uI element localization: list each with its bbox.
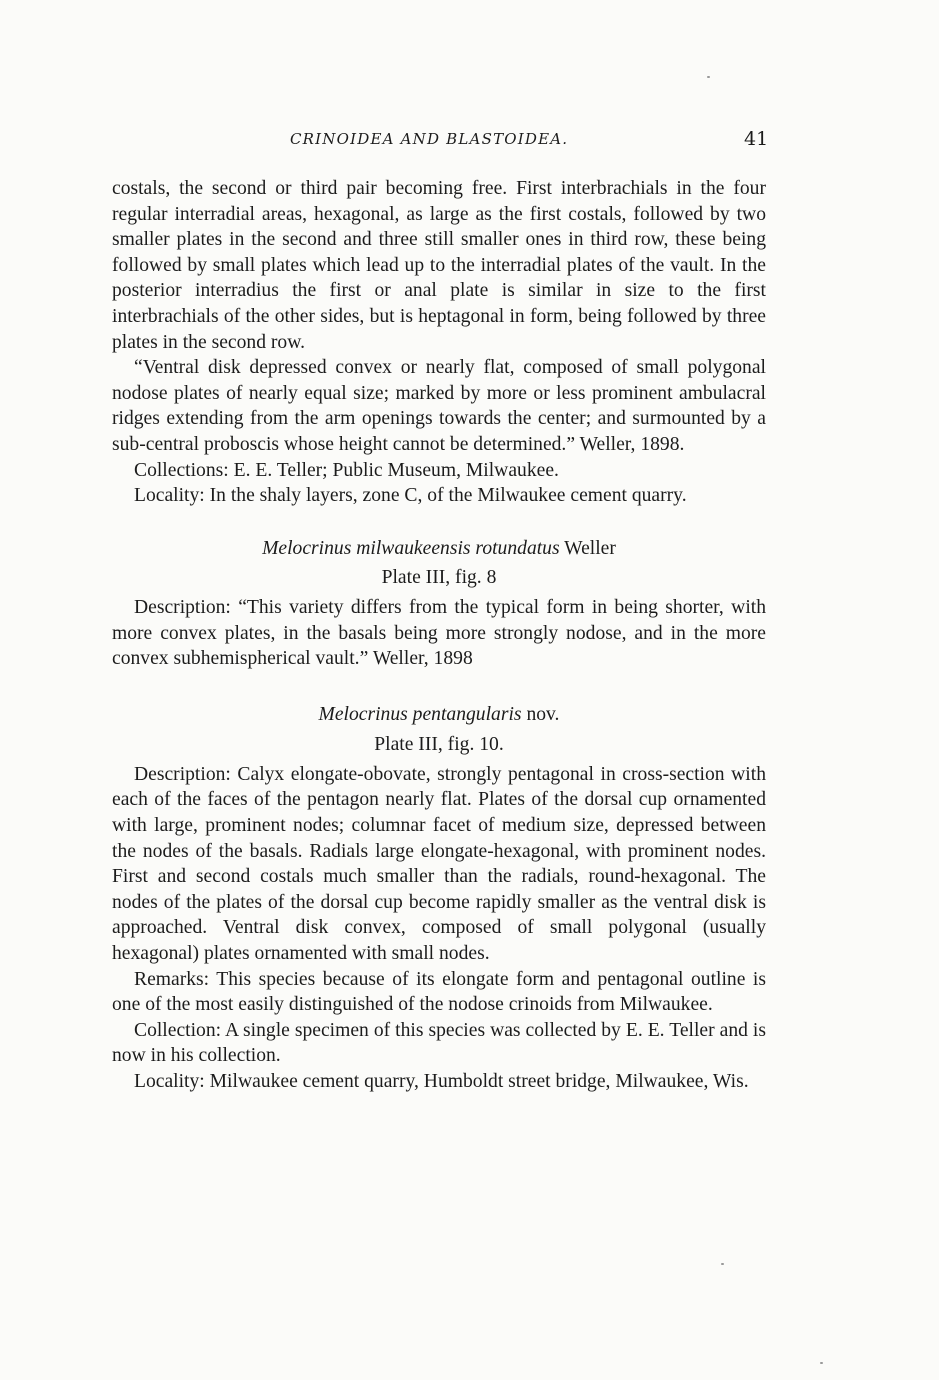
paper-speck [721,1263,724,1265]
description-paragraph: Description: “This variety differs from the typical form in being shorter, with more convex plates, in the basals being more strongly nodose, and in the more convex subhemispherical vault.” Weller, 1898 [112,596,766,670]
locality-paragraph: Locality: Milwaukee cement quarry, Humboldt street bridge, Milwaukee, Wis. [134,1071,749,1092]
species-heading [112,702,766,728]
page-header [0,130,939,156]
paper-speck [820,1362,823,1364]
species-heading [112,536,766,562]
species-author: nov. [526,703,560,725]
description-paragraph: Description: Calyx elongate-obovate, strongly pentagonal in cross-section with each of the faces of the pentagon nearly flat. Plates of the dorsal cup ornamented with large, prominent nodes; columnar facet of medium size, depressed between the nodes of the basals. Radials large elongate-hexagonal, with prominent nodes. First and second costals much smaller than the radials, round-hexagonal. The nodes of the plates of the dorsal cup become rapidly smaller as the ventral disk is approached. Ventral disk convex, composed of small polygonal (usually hexagonal) plates ornamented with small nodes. [112,763,766,965]
plate-reference: Plate III, fig. 10. [374,734,504,756]
quoted-paragraph: “Ventral disk depressed convex or nearly flat, composed of small polygonal nodose plates of nearly equal size; marked by more or less prominent ambulacral ridges extending from the arm openings towards the center; and surmounted by a sub-central proboscis whose height cannot be determined.” Weller, 1898. [112,357,766,455]
collections-line: Collections: E. E. Teller; Public Museum, Milwaukee. [134,459,559,481]
species-author: Weller [564,537,616,559]
running-title: CRINOIDEA AND BLASTOIDEA. [290,130,569,148]
page-number: 41 [744,128,769,150]
collection-paragraph: Collection: A single specimen of this species was collected by E. E. Teller and is now in his collection. [112,1019,766,1067]
page-body [112,176,766,1095]
locality-paragraph: Locality: In the shaly layers, zone C, of the Milwaukee cement quarry. [134,485,687,507]
species-name: Melocrinus pentangularis [318,703,522,725]
paper-speck [707,76,710,78]
species-name: Melocrinus milwaukeensis rotundatus [262,537,560,559]
plate-reference: Plate III, fig. 8 [381,567,497,589]
remarks-paragraph: Remarks: This species because of its elongate form and pentagonal outline is one of the most easily distinguished of the nodose crinoids from Milwaukee. [112,968,766,1016]
continuation-paragraph: costals, the second or third pair becoming free. First interbrachials in the four regular interradial areas, hexagonal, as large as the first costals, followed by two smaller plates in the second and three still smaller ones in third row, these being followed by small plates which lead up to the interradial plates of the vault. In the posterior interradius the first or anal plate is similar in size to the first interbrachials of the other sides, but is heptagonal in form, being followed by three plates in the second row. [112,178,766,353]
